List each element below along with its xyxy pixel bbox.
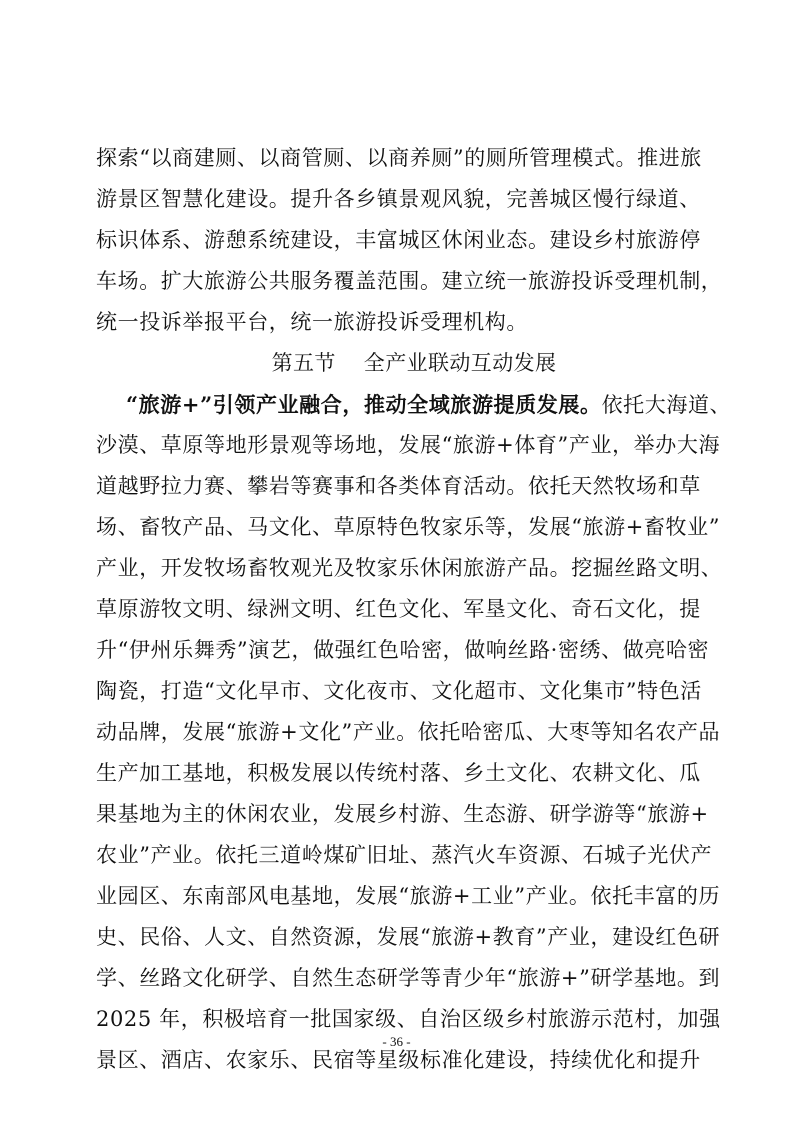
section-number: 第五节 (271, 351, 336, 375)
text-line: 游景区智慧化建设。提升各乡镇景观风貌，完善城区慢行绿道、 (96, 187, 701, 211)
paragraph-lead: “旅游+”引领产业融合，推动全域旅游提质发展。 (126, 392, 602, 417)
text-line: 业园区、东南部风电基地，发展“旅游+工业”产业。依托丰富的历 (96, 884, 721, 908)
section-heading (96, 343, 720, 384)
text-line: 统一投诉举报平台，统一旅游投诉受理机构。 (96, 310, 528, 334)
text-line: 沙漠、草原等地形景观等场地，发展“旅游+体育”产业，举办大海 (96, 433, 721, 457)
text-line: 探索“以商建厕、以商管厕、以商养厕”的厕所管理模式。推进旅 (96, 146, 702, 170)
paragraph-first-line-rest: 依托大海道、 (601, 393, 732, 417)
text-line: 学、丝路文化研学、自然生态研学等青少年“旅游+”研学基地。到 (96, 966, 721, 990)
text-line: 动品牌，发展“旅游+文化”产业。依托哈密瓜、大枣等知名农产品 (96, 720, 721, 744)
text-line: 农业”产业。依托三道岭煤矿旧址、蒸汽火车资源、石城子光伏产 (96, 843, 713, 867)
text-line: 陶瓷，打造“文化早市、文化夜市、文化超市、文化集市”特色活 (96, 679, 702, 703)
text-line: 生产加工基地，积极发展以传统村落、乡土文化、农耕文化、瓜 (96, 761, 701, 785)
body-text (96, 138, 732, 1081)
text-line: 产业，开发牧场畜牧观光及牧家乐休闲旅游产品。挖掘丝路文明、 (96, 556, 723, 580)
page-number: - 36 - (382, 1034, 411, 1049)
text-line: 果基地为主的休闲农业，发展乡村游、生态游、研学游等“旅游+ (96, 802, 709, 826)
text-line: 车场。扩大旅游公共服务覆盖范围。建立统一旅游投诉受理机制， (96, 269, 723, 293)
text-line: 道越野拉力赛、攀岩等赛事和各类体育活动。依托天然牧场和草 (96, 474, 701, 498)
text-line: 史、民俗、人文、自然资源，发展“旅游+教育”产业，建设红色研 (96, 925, 721, 949)
text-line: 2025 年，积极培育一批国家级、自治区级乡村旅游示范村，加强 (96, 1007, 721, 1031)
text-line: 标识体系、游憩系统建设，丰富城区休闲业态。建设乡村旅游停 (96, 228, 701, 252)
text-line: 草原游牧文明、绿洲文明、红色文化、军垦文化、奇石文化，提 (96, 597, 701, 621)
text-line: 景区、酒店、农家乐、民宿等星级标准化建设，持续优化和提升 (96, 1048, 701, 1072)
paragraph-first-line (96, 384, 732, 425)
section-title: 全产业联动互动发展 (363, 351, 557, 375)
text-line: 升“伊州乐舞秀”演艺，做强红色哈密，做响丝路·密绣、做亮哈密 (96, 638, 710, 662)
text-line: 场、畜牧产品、马文化、草原特色牧家乐等，发展“旅游+畜牧业” (96, 515, 721, 539)
